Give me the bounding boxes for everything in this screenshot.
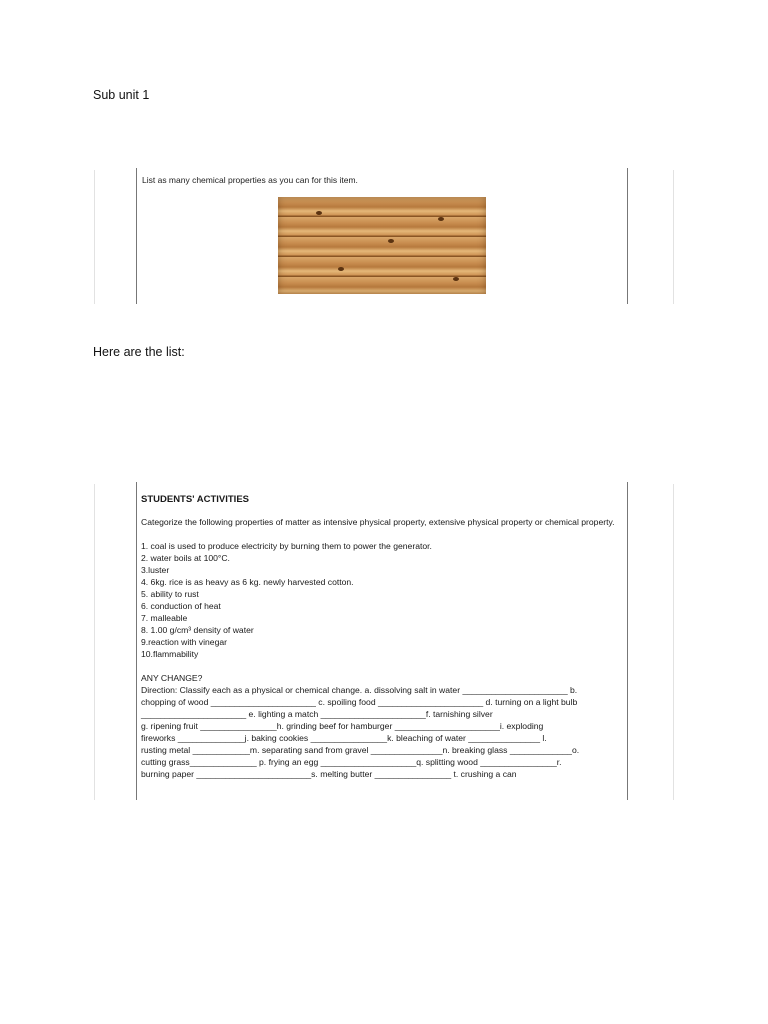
students-activities-box bbox=[92, 482, 678, 802]
activities-heading: STUDENTS' ACTIVITIES bbox=[141, 494, 249, 505]
box-border-left bbox=[136, 482, 137, 800]
box-border-left-faint bbox=[94, 170, 95, 304]
properties-list bbox=[141, 540, 624, 660]
wood-log-image bbox=[278, 197, 486, 294]
classify-line: burning paper ________________________s. melting butter ________________ t. crushing a can bbox=[141, 769, 517, 779]
subunit-title: Sub unit 1 bbox=[93, 88, 150, 102]
chemical-properties-box bbox=[92, 168, 678, 306]
classify-line: ______________________ e. lighting a match ______________________f. tarnishing silver bbox=[141, 709, 493, 719]
list-item: 4. 6kg. rice is as heavy as 6 kg. newly harvested cotton. bbox=[141, 577, 354, 587]
classify-line: rusting metal ____________m. separating sand from gravel _______________n. breaking glass _____________o. bbox=[141, 745, 580, 755]
activities-content bbox=[141, 494, 624, 780]
classify-line: Direction: Classify each as a physical or chemical change. a. dissolving salt in water ______________________ b. bbox=[141, 685, 578, 695]
classify-line: fireworks ______________j. baking cookies ________________k. bleaching of water _______________ l. bbox=[141, 733, 547, 743]
classify-line: chopping of wood ______________________ c. spoiling food ______________________ d. turning on a light bulb bbox=[141, 697, 578, 707]
box-border-right bbox=[627, 482, 628, 800]
box-border-right bbox=[627, 168, 628, 304]
classify-line: cutting grass______________ p. frying an egg ____________________q. splitting wood ________________r. bbox=[141, 757, 562, 767]
list-item: 1. coal is used to produce electricity by burning them to power the generator. bbox=[141, 541, 432, 551]
list-item: 8. 1.00 g/cm³ density of water bbox=[141, 625, 254, 635]
box-border-left-faint bbox=[94, 484, 95, 800]
any-change-heading: ANY CHANGE? bbox=[141, 673, 203, 683]
box-border-left bbox=[136, 168, 137, 304]
list-item: 7. malleable bbox=[141, 613, 188, 623]
box-border-right-faint bbox=[673, 484, 674, 800]
list-intro: Here are the list: bbox=[93, 345, 185, 359]
list-item: 10.flammability bbox=[141, 649, 199, 659]
list-item: 9.reaction with vinegar bbox=[141, 637, 227, 647]
classify-line: g. ripening fruit ________________h. grinding beef for hamburger ______________________i. exploding bbox=[141, 721, 544, 731]
activities-instruction: Categorize the following properties of matter as intensive physical property, extensive physical property or chemical property. bbox=[141, 517, 615, 527]
list-item: 5. ability to rust bbox=[141, 589, 199, 599]
list-item: 6. conduction of heat bbox=[141, 601, 221, 611]
chemical-properties-prompt: List as many chemical properties as you can for this item. bbox=[142, 175, 358, 185]
box-border-right-faint bbox=[673, 170, 674, 304]
list-item: 2. water boils at 100°C. bbox=[141, 553, 230, 563]
list-item: 3.luster bbox=[141, 565, 170, 575]
